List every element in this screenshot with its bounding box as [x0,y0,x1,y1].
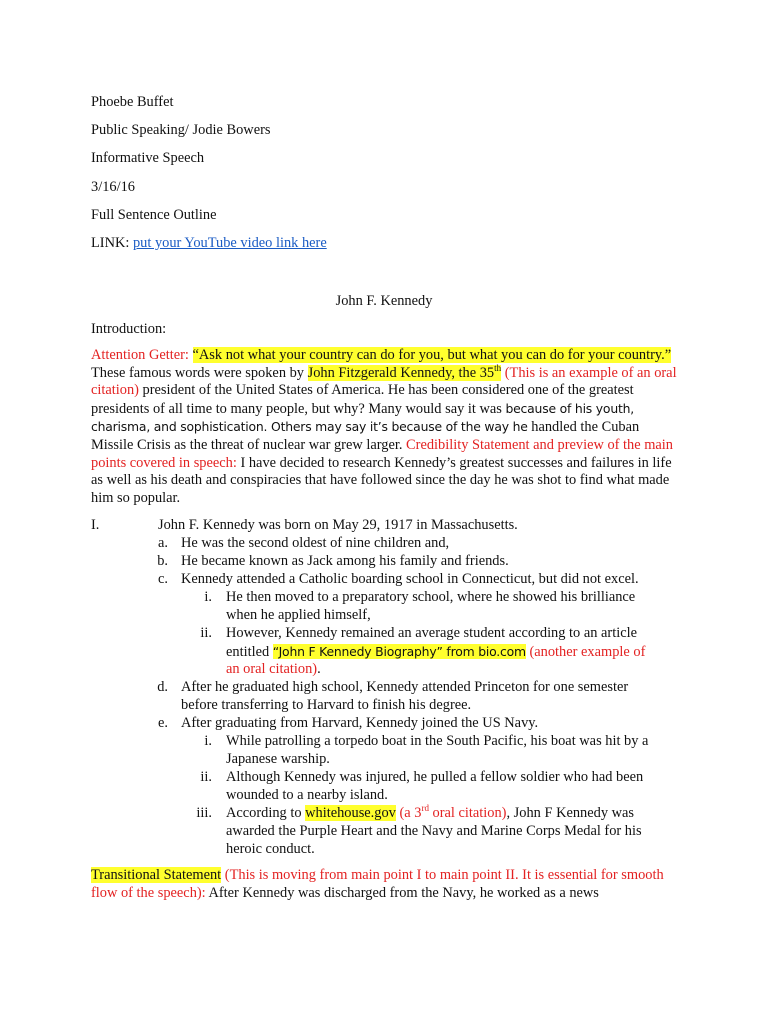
author-name: Phoebe Buffet [91,94,174,110]
introduction-paragraph [91,347,677,507]
subpoint-d-line2: before transferring to Harvard to finish his degree. [181,697,472,713]
subpoint-c-text: Kennedy attended a Catholic boarding school in Connecticut, but did not excel. [181,571,639,587]
date-line: 3/16/16 [91,179,135,195]
subpoint-c-ii-line3 [226,661,321,679]
oral-citation-note: (This is an example of an oral citation) [91,364,677,399]
introduction-heading: Introduction: [91,321,167,337]
bio-source-highlight: “John F Kennedy Biography” from bio.com [272,644,526,659]
main-point-text: John F. Kennedy was born on May 29, 1917 in Massachusetts. [158,517,518,533]
jfk-name: John Fitzgerald Kennedy, the 35 [307,364,495,381]
oral-citation-3-pre: (a 3 [395,805,422,821]
attention-getter-label: Attention Getter: [91,347,193,363]
according-to-text: According to [226,805,306,821]
link-label: LINK: [91,235,133,251]
oral-citation-note-2: (another example of [525,644,646,660]
period: . [317,661,321,677]
subpoint-c-ii-line1: However, Kennedy remained an average student according to an article [226,625,637,641]
subpoint-d-marker: d. [157,679,168,695]
subpoint-e-iii-line2: awarded the Purple Heart and the Navy and Marine Corps Medal for his [226,823,642,839]
subpoint-c-i-line1: He then moved to a preparatory school, where he showed his brilliance [226,589,636,605]
subpoint-e-i-line2: Japanese warship. [226,751,330,767]
subpoint-c-ii-line2 [226,643,645,662]
subpoint-c-ii-marker: ii. [200,625,212,641]
course-line: Public Speaking/ Jodie Bowers [91,122,271,138]
subpoint-e-marker: e. [158,715,168,731]
intro-text-youth: because of his youth, charisma, and sophistication. Others may say it’s because of the way he [91,400,635,435]
oral-citation-note-3 [396,805,507,821]
speech-type: Informative Speech [91,150,205,166]
intro-text-4: I have decided to research Kennedy’s greatest successes and failures in life as well as his death and conspiracies that have followed since the day he was shot to find what made him so popular. [91,454,672,506]
subpoint-e-ii-line1: Although Kennedy was injured, he pulled a fellow soldier who had been [226,769,644,785]
transition-text: After Kennedy was discharged from the Navy, he worked as a news [205,884,599,901]
oral-citation-3-post: oral citation) [428,805,507,821]
document-title: John F. Kennedy [335,293,433,309]
transition-note: (This is moving from main point I to main point II. It is essential for smooth flow of the speech): [91,867,664,901]
subpoint-e-ii-marker: ii. [200,769,212,785]
subpoint-e-i-marker: i. [204,733,212,749]
main-point-marker: I. [91,517,100,533]
subpoint-c-marker: c. [158,571,168,587]
subpoint-b-text: He became known as Jack among his family and friends. [181,553,509,569]
link-line [91,234,327,252]
outline-type: Full Sentence Outline [91,207,217,223]
intro-text-2: president of the United States of America. He has been considered one of the greatest presidents of all time to many people, but why? Many would say it was [91,382,634,417]
subpoint-c-i-line2: when he applied himself, [226,607,371,623]
subpoint-e-ii-line2: wounded to a nearby island. [226,787,388,803]
subpoint-a-marker: a. [158,535,168,551]
subpoint-d-line1: After he graduated high school, Kennedy attended Princeton for one semester [181,679,629,695]
subpoint-e-iii-marker: iii. [196,805,212,821]
ordinal-suffix-rd: rd [421,803,429,814]
whitehouse-source-highlight: whitehouse.gov [305,805,396,821]
transitional-statement-label: Transitional Statement [91,867,222,883]
credibility-statement-label: Credibility Statement and preview of the main points covered in speech: [91,436,674,471]
subpoint-b-marker: b. [157,553,168,569]
subpoint-e-iii-line3: heroic conduct. [226,841,315,857]
subpoint-e-iii-line1 [226,805,634,823]
subpoint-c-i-marker: i. [204,589,212,605]
ordinal-suffix: th [494,362,502,373]
intro-text-1: These famous words were spoken by [91,364,308,381]
e-iii-tail: , John F Kennedy was [506,805,634,821]
subpoint-e-text: After graduating from Harvard, Kennedy joined the US Navy. [181,715,539,731]
subpoint-e-i-line1: While patrolling a torpedo boat in the South Pacific, his boat was hit by a [226,733,649,749]
intro-text-3: handled the Cuban Missile Crisis as the threat of nuclear war grew larger. [91,419,640,453]
jfk-name-highlight [307,362,502,381]
jfk-quote: “Ask not what your country can do for you, but what you can do for your country.” [192,347,672,363]
transition-paragraph [91,867,677,902]
subpoint-a-text: He was the second oldest of nine children and, [181,535,450,551]
youtube-link[interactable]: put your YouTube video link here [132,235,327,251]
oral-citation-note-2-end: an oral citation) [226,661,318,677]
entitled-text: entitled [226,644,273,660]
